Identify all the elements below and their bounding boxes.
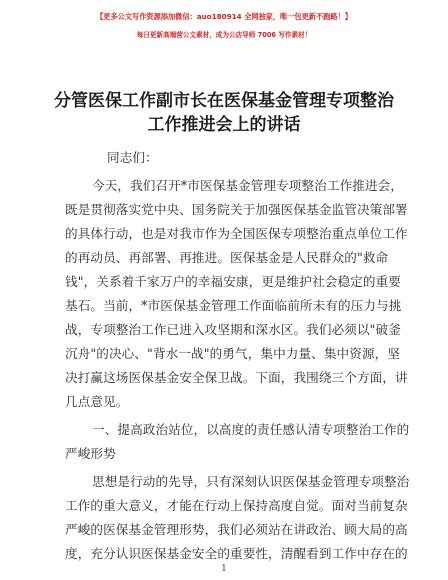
body-line: 工作的重大意义，才能在行动上保持高度自觉。面对当前复杂 xyxy=(65,498,408,513)
body-line: 思想是行动的先导，只有深刻认识医保基金管理专项整治 xyxy=(92,474,410,489)
body-line: 严峻的医保基金管理形势，我们必须站在讲政治、顾大局的高 xyxy=(65,522,408,537)
body-line: 几点意见。 xyxy=(65,394,129,409)
salutation: 同志们： xyxy=(107,150,158,165)
body-line: 度，充分认识医保基金安全的重要性，清醒看到工作中存在的 xyxy=(65,546,408,561)
body-line: 今天，我们召开*市医保基金管理专项整治工作推进会， xyxy=(92,178,404,193)
body-line: 的具体行动，也是对我市作为全国医保专项整治重点单位工作 xyxy=(65,226,408,241)
body-line: 的再动员、再部署、再推进。医保基金是人民群众的"救命 xyxy=(65,250,389,265)
body-line: 既是贯彻落实党中央、国务院关于加强医保基金监管决策部署 xyxy=(65,202,408,217)
promo-banner-line-1: 【更多公文写作资源添加微信：auo180914 全网独家，唯一包更新不跑路！】 xyxy=(96,12,352,21)
page-number: 1 xyxy=(221,564,227,574)
body-line: 沉舟"的决心、"背水一战"的勇气，集中力量、集中资源，坚 xyxy=(65,346,401,361)
document-title-line-1: 分管医保工作副市长在医保基金管理专项整治 xyxy=(54,91,394,111)
document-title-line-2: 工作推进会上的讲话 xyxy=(147,115,301,135)
body-line: 基石。当前，*市医保基金管理工作面临前所未有的压力与挑 xyxy=(65,298,402,313)
section-heading-line: 严峻形势 xyxy=(65,446,116,461)
promo-banner-line-2: 每日更新高端营公文素材，成为公店导师 7006 写作素材！ xyxy=(136,31,312,39)
section-heading-line: 一、提高政治站位，以高度的责任感认清专项整治工作的 xyxy=(92,422,410,437)
body-line: 决打赢这场医保基金安全保卫战。下面，我围绕三个方面，讲 xyxy=(65,370,408,385)
body-line: 钱"，关系着千家万户的幸福安康，更是维护社会稳定的重要 xyxy=(65,274,401,289)
body-line: 战，专项整治工作已进入攻坚期和深水区。我们必须以"破釜 xyxy=(65,322,401,337)
